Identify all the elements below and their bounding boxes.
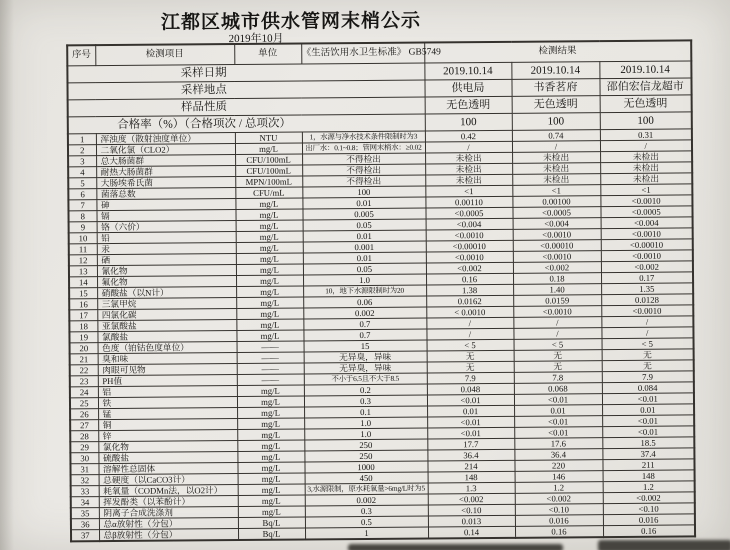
cell-result-3: 0.016 bbox=[603, 514, 695, 526]
cell-standard: 450 bbox=[305, 472, 428, 484]
cell-standard: 0.7 bbox=[303, 318, 426, 330]
cell-result-1: 0.01 bbox=[427, 405, 514, 417]
cell-result-1: <0.01 bbox=[427, 427, 514, 439]
cell-result-3: 211 bbox=[602, 459, 694, 471]
cell-unit: mg/L bbox=[236, 297, 303, 309]
cell-standard: 100 bbox=[302, 186, 425, 198]
cell-result-3: 未检出 bbox=[600, 151, 692, 163]
cell-standard: 1000 bbox=[304, 461, 427, 473]
cell-no: 5 bbox=[68, 178, 96, 189]
cell-result-3: 未检出 bbox=[600, 162, 692, 174]
cell-standard: 1.0 bbox=[304, 417, 427, 429]
cell-result-2: 0.74 bbox=[512, 130, 600, 142]
cell-standard: 0.1 bbox=[304, 406, 427, 418]
cell-item: 亚氯酸盐 bbox=[97, 320, 236, 332]
cell-result-3: <0.002 bbox=[603, 492, 695, 504]
cell-item: 溶解性总固体 bbox=[98, 463, 237, 475]
cell-no: 21 bbox=[70, 354, 98, 365]
cell-result-2: 0.016 bbox=[515, 515, 603, 527]
cell-result-3: 37.4 bbox=[602, 448, 694, 460]
cell-result-3: 0.16 bbox=[603, 525, 695, 537]
cell-unit: mg/L bbox=[236, 319, 303, 331]
cell-unit: mg/L bbox=[236, 308, 303, 320]
cell-result-2: <0.01 bbox=[514, 394, 602, 406]
cell-item: 挥发酚类（以苯酚计） bbox=[99, 496, 238, 508]
cell-item: 铝 bbox=[98, 386, 237, 398]
cell-unit: mg/L bbox=[238, 473, 305, 485]
cell-standard: 0.2 bbox=[304, 384, 427, 396]
cell-result-3: 0.0128 bbox=[601, 294, 693, 306]
cell-no: 33 bbox=[71, 486, 99, 497]
cell-unit: CFU/100mL bbox=[235, 154, 302, 166]
cell-standard: 无异臭，异味 bbox=[304, 351, 427, 363]
cell-unit: mg/L bbox=[238, 495, 305, 507]
cell-no: 26 bbox=[70, 409, 98, 420]
cell-no: 4 bbox=[68, 167, 96, 178]
cell-no: 28 bbox=[70, 431, 98, 442]
cell-result-2: 7.8 bbox=[514, 372, 602, 384]
col-header-unit: 单位 bbox=[234, 43, 301, 64]
info-label-property: 样品性质 bbox=[68, 97, 425, 117]
cell-no: 17 bbox=[69, 310, 97, 321]
cell-no: 27 bbox=[70, 420, 98, 431]
cell-result-1: <0.01 bbox=[427, 416, 514, 428]
cell-item: 锌 bbox=[98, 430, 237, 442]
cell-result-3: / bbox=[601, 316, 693, 328]
cell-no: 36 bbox=[71, 519, 99, 530]
cell-item: 肉眼可见物 bbox=[98, 364, 237, 376]
cell-unit: —— bbox=[237, 341, 304, 353]
cell-result-2: 0.0159 bbox=[513, 295, 601, 307]
col-header-no: 序号 bbox=[67, 45, 95, 66]
col-header-item: 检测项目 bbox=[95, 44, 234, 66]
cell-unit: mg/L bbox=[235, 198, 302, 210]
cell-result-3: 18.5 bbox=[602, 437, 694, 449]
scan-artifact-smudge bbox=[598, 540, 730, 550]
cell-item: 浑浊度（散射浊度单位） bbox=[96, 133, 235, 145]
pass-rate-2: 100 bbox=[512, 113, 600, 131]
cell-result-1: <0.002 bbox=[428, 493, 515, 505]
cell-result-1: <0.0005 bbox=[425, 207, 512, 219]
cell-unit: mg/L bbox=[237, 407, 304, 419]
cell-unit: mg/L bbox=[236, 286, 303, 298]
cell-result-2: 无 bbox=[514, 361, 602, 373]
cell-unit: Bq/L bbox=[238, 517, 305, 529]
cell-unit: mg/L bbox=[236, 264, 303, 276]
cell-no: 31 bbox=[70, 464, 98, 475]
cell-result-1: <0.10 bbox=[428, 504, 515, 516]
cell-result-1: 1.3 bbox=[428, 482, 515, 494]
cell-item: 氯化物 bbox=[98, 441, 237, 453]
cell-unit: mg/L bbox=[235, 143, 302, 155]
cell-result-3: <0.004 bbox=[601, 217, 693, 229]
cell-standard: 0.01 bbox=[302, 197, 425, 209]
info-label-location: 采样地点 bbox=[67, 80, 424, 100]
cell-standard: 1，水源与净水技术条件限制时为3 bbox=[302, 131, 425, 143]
cell-result-2: <0.0010 bbox=[513, 229, 601, 241]
sample-date-3: 2019.10.14 bbox=[599, 61, 691, 79]
cell-unit: —— bbox=[237, 374, 304, 386]
cell-result-2: 0.16 bbox=[515, 526, 603, 538]
cell-no: 30 bbox=[70, 453, 98, 464]
cell-result-1: 0.0162 bbox=[426, 295, 513, 307]
cell-item: 镉 bbox=[96, 210, 235, 222]
cell-no: 12 bbox=[69, 255, 97, 266]
cell-unit: mg/L bbox=[236, 275, 303, 287]
cell-item: 大肠埃希氏菌 bbox=[96, 177, 235, 189]
cell-no: 23 bbox=[70, 376, 98, 387]
cell-item: 氟化物 bbox=[97, 276, 236, 288]
cell-unit: mg/L bbox=[236, 220, 303, 232]
cell-standard: 不得检出 bbox=[302, 175, 425, 187]
cell-unit: mg/L bbox=[237, 418, 304, 430]
cell-result-1: < 0.0010 bbox=[426, 306, 513, 318]
cell-item: 耗氧量（CODMn法，以O2计） bbox=[99, 485, 238, 497]
cell-standard: 0.002 bbox=[303, 307, 426, 319]
cell-result-3: 0.084 bbox=[602, 382, 694, 394]
page-subtitle: 2019年10月 bbox=[228, 32, 284, 46]
cell-result-3: <0.01 bbox=[602, 426, 694, 438]
cell-unit: CFU/mL bbox=[235, 187, 302, 199]
cell-unit: mg/L bbox=[236, 253, 303, 265]
cell-no: 7 bbox=[68, 200, 96, 211]
cell-no: 2 bbox=[68, 145, 96, 156]
cell-standard: 0.3 bbox=[305, 505, 428, 517]
cell-result-2: <0.10 bbox=[515, 504, 603, 516]
cell-no: 32 bbox=[71, 475, 99, 486]
cell-item: 耐热大肠菌群 bbox=[96, 166, 235, 178]
cell-no: 24 bbox=[70, 387, 98, 398]
cell-unit: mg/L bbox=[237, 385, 304, 397]
cell-result-3: 1.35 bbox=[601, 283, 693, 295]
sample-location-2: 书香茗府 bbox=[511, 79, 599, 97]
cell-result-3: 0.17 bbox=[601, 272, 693, 284]
cell-item: PH值 bbox=[98, 375, 237, 387]
cell-unit: mg/L bbox=[238, 506, 305, 518]
cell-item: 铅 bbox=[97, 232, 236, 244]
cell-result-1: 0.16 bbox=[426, 273, 513, 285]
cell-result-3: < 5 bbox=[602, 338, 694, 350]
cell-item: 臭和味 bbox=[98, 353, 237, 365]
sample-property-3: 无色透明 bbox=[600, 95, 692, 113]
cell-result-2: / bbox=[513, 317, 601, 329]
scan-artifact-smudge bbox=[348, 544, 563, 550]
cell-result-3: <0.10 bbox=[603, 503, 695, 515]
cell-result-2: 无 bbox=[514, 350, 602, 362]
cell-item: 色度（铂钴色度单位） bbox=[98, 342, 237, 354]
cell-result-2: 146 bbox=[515, 471, 603, 483]
cell-result-1: <0.002 bbox=[426, 262, 513, 274]
cell-result-3: / bbox=[600, 140, 692, 152]
cell-standard: 0.002 bbox=[305, 494, 428, 506]
cell-no: 1 bbox=[68, 134, 96, 145]
cell-standard: 1.0 bbox=[303, 274, 426, 286]
cell-unit: mg/L bbox=[237, 429, 304, 441]
cell-item: 四氯化碳 bbox=[97, 309, 236, 321]
cell-unit: —— bbox=[237, 363, 304, 375]
cell-item: 总β放射性（分包） bbox=[99, 529, 238, 542]
cell-result-1: <0.01 bbox=[427, 394, 514, 406]
cell-result-1: 未检出 bbox=[425, 163, 512, 175]
cell-item: 氯酸盐 bbox=[97, 331, 236, 343]
cell-result-2: <1 bbox=[512, 185, 600, 197]
cell-result-3: <1 bbox=[600, 184, 692, 196]
cell-unit: mg/L bbox=[237, 462, 304, 474]
cell-item: 二氧化氯（CLO2） bbox=[96, 144, 235, 156]
sample-date-1: 2019.10.14 bbox=[424, 62, 511, 80]
cell-standard: 0.01 bbox=[303, 230, 426, 242]
cell-result-1: < 5 bbox=[427, 339, 514, 351]
cell-result-2: 未检出 bbox=[512, 152, 600, 164]
cell-no: 29 bbox=[70, 442, 98, 453]
cell-result-3: <0.0010 bbox=[601, 305, 693, 317]
cell-standard: 250 bbox=[304, 439, 427, 451]
cell-unit: CFU/100mL bbox=[235, 165, 302, 177]
cell-result-1: <0.004 bbox=[426, 218, 513, 230]
cell-result-2: 0.01 bbox=[514, 405, 602, 417]
cell-no: 3 bbox=[68, 156, 96, 167]
cell-result-3: <0.01 bbox=[602, 393, 694, 405]
cell-result-2: / bbox=[513, 328, 601, 340]
cell-result-2: <0.0010 bbox=[513, 251, 601, 263]
cell-result-1: <0.00010 bbox=[426, 240, 513, 252]
cell-standard: 0.7 bbox=[303, 329, 426, 341]
cell-no: 14 bbox=[69, 277, 97, 288]
cell-result-3: 未检出 bbox=[600, 173, 692, 185]
cell-no: 35 bbox=[71, 508, 99, 519]
cell-unit: NTU bbox=[235, 132, 302, 144]
cell-result-2: 17.6 bbox=[514, 438, 602, 450]
cell-result-2: <0.0005 bbox=[512, 207, 600, 219]
cell-unit: mg/L bbox=[236, 330, 303, 342]
cell-result-2: 0.068 bbox=[514, 383, 602, 395]
cell-result-1: 1.38 bbox=[426, 284, 513, 296]
cell-result-2: 未检出 bbox=[512, 174, 600, 186]
cell-result-2: / bbox=[512, 141, 600, 153]
pass-rate-1: 100 bbox=[425, 113, 512, 131]
cell-result-2: <0.002 bbox=[515, 493, 603, 505]
cell-no: 13 bbox=[69, 266, 97, 277]
cell-item: 总大肠菌群 bbox=[96, 155, 235, 167]
cell-standard: 15 bbox=[304, 340, 427, 352]
cell-unit: mg/L bbox=[237, 396, 304, 408]
cell-result-2: 1.40 bbox=[513, 284, 601, 296]
cell-result-1: 148 bbox=[428, 471, 515, 483]
cell-result-3: <0.0010 bbox=[601, 250, 693, 262]
cell-result-2: 未检出 bbox=[512, 163, 600, 175]
cell-standard: 0.05 bbox=[303, 263, 426, 275]
info-label-pass-rate: 合格率（%）（合格项次 / 总项次） bbox=[68, 114, 425, 134]
cell-item: 总α放射性（分包） bbox=[99, 518, 238, 530]
cell-result-1: 36.4 bbox=[427, 449, 514, 461]
cell-standard: 不小于6.5且不大于8.5 bbox=[304, 373, 427, 385]
cell-result-1: <0.0010 bbox=[426, 229, 513, 241]
sample-location-3: 邵伯宏信龙超市 bbox=[599, 78, 691, 96]
cell-item: 汞 bbox=[97, 243, 236, 255]
cell-item: 阴离子合成洗涤剂 bbox=[99, 507, 238, 519]
cell-result-1: / bbox=[425, 141, 512, 153]
cell-item: 菌落总数 bbox=[96, 188, 235, 200]
page-title: 江都区城市供水管网末梢公示 bbox=[160, 10, 422, 34]
cell-standard: 1.0 bbox=[304, 428, 427, 440]
cell-standard: 不得检出 bbox=[302, 153, 425, 165]
cell-standard: 0.05 bbox=[303, 219, 426, 231]
cell-standard: 0.005 bbox=[302, 208, 425, 220]
cell-result-1: 0.013 bbox=[428, 515, 515, 527]
cell-standard: 不得检出 bbox=[302, 164, 425, 176]
cell-unit: mg/L bbox=[236, 231, 303, 243]
cell-standard: 0.01 bbox=[303, 252, 426, 264]
cell-item: 氰化物 bbox=[97, 265, 236, 277]
cell-item: 铬（六价） bbox=[97, 221, 236, 233]
cell-standard: 250 bbox=[304, 450, 427, 462]
cell-unit: mg/L bbox=[237, 440, 304, 452]
cell-unit: mg/L bbox=[236, 242, 303, 254]
cell-result-1: 无 bbox=[427, 361, 514, 373]
cell-result-3: 无 bbox=[602, 349, 694, 361]
cell-result-3: <0.0010 bbox=[601, 228, 693, 240]
cell-unit: MPN/100mL bbox=[235, 176, 302, 188]
cell-no: 37 bbox=[71, 530, 99, 542]
cell-result-1: / bbox=[426, 317, 513, 329]
cell-no: 19 bbox=[69, 332, 97, 343]
cell-result-2: <0.004 bbox=[513, 218, 601, 230]
cell-no: 15 bbox=[69, 288, 97, 299]
cell-standard: 出厂水：0.1~0.8；管网末梢水：≥0.02 bbox=[302, 142, 425, 154]
cell-item: 锰 bbox=[98, 408, 237, 420]
cell-result-1: 0.42 bbox=[425, 130, 512, 142]
cell-standard: 1 bbox=[305, 527, 428, 539]
cell-no: 18 bbox=[69, 321, 97, 332]
cell-result-1: 0.048 bbox=[427, 383, 514, 395]
cell-result-1: 0.00110 bbox=[425, 196, 512, 208]
cell-standard: 10，地下水源限制时为20 bbox=[303, 285, 426, 297]
cell-unit: —— bbox=[237, 352, 304, 364]
cell-unit: mg/L bbox=[235, 209, 302, 221]
cell-result-2: < 5 bbox=[514, 339, 602, 351]
cell-item: 硫酸盐 bbox=[98, 452, 237, 464]
cell-standard: 0.3 bbox=[304, 395, 427, 407]
col-header-standard: 《生活饮用水卫生标准》 GB5749 bbox=[301, 43, 424, 64]
cell-no: 6 bbox=[68, 189, 96, 200]
cell-item: 铁 bbox=[98, 397, 237, 409]
col-header-result: 检测结果 bbox=[424, 40, 691, 63]
sample-date-2: 2019.10.14 bbox=[511, 62, 599, 80]
cell-result-2: <0.00010 bbox=[513, 240, 601, 252]
cell-result-1: 0.14 bbox=[428, 526, 515, 538]
cell-result-3: 7.9 bbox=[602, 371, 694, 383]
cell-result-3: <0.0005 bbox=[600, 206, 692, 218]
sample-info-section bbox=[67, 61, 692, 134]
cell-result-2: <0.0010 bbox=[513, 306, 601, 318]
cell-item: 铜 bbox=[98, 419, 237, 431]
cell-result-3: 0.31 bbox=[600, 129, 692, 141]
cell-standard: 无异臭，异味 bbox=[304, 362, 427, 374]
cell-no: 34 bbox=[71, 497, 99, 508]
cell-unit: mg/L bbox=[237, 451, 304, 463]
cell-no: 8 bbox=[68, 211, 96, 222]
cell-result-3: <0.0010 bbox=[600, 195, 692, 207]
cell-result-3: / bbox=[601, 327, 693, 339]
cell-no: 25 bbox=[70, 398, 98, 409]
cell-result-3: 148 bbox=[603, 470, 695, 482]
cell-item: 砷 bbox=[96, 199, 235, 211]
cell-item: 硒 bbox=[97, 254, 236, 266]
cell-unit: mg/L bbox=[238, 484, 305, 496]
cell-result-1: 17.7 bbox=[427, 438, 514, 450]
cell-no: 16 bbox=[69, 299, 97, 310]
cell-result-1: / bbox=[426, 328, 513, 340]
cell-result-1: 未检出 bbox=[425, 174, 512, 186]
cell-result-3: 1.2 bbox=[603, 481, 695, 493]
cell-result-2: 0.18 bbox=[513, 273, 601, 285]
sample-location-1: 供电局 bbox=[424, 79, 511, 97]
cell-result-2: 36.4 bbox=[514, 449, 602, 461]
cell-result-1: <1 bbox=[425, 185, 512, 197]
cell-standard: 0.06 bbox=[303, 296, 426, 308]
cell-result-1: 无 bbox=[427, 350, 514, 362]
cell-result-3: <0.00010 bbox=[601, 239, 693, 251]
cell-result-3: <0.01 bbox=[602, 415, 694, 427]
cell-no: 11 bbox=[69, 244, 97, 255]
cell-unit: Bq/L bbox=[238, 528, 305, 540]
sample-property-1: 无色透明 bbox=[425, 96, 512, 114]
pass-rate-3: 100 bbox=[600, 112, 692, 130]
cell-result-2: 220 bbox=[514, 460, 602, 472]
data-rows bbox=[68, 129, 695, 541]
cell-result-3: 0.01 bbox=[602, 404, 694, 416]
cell-result-1: <0.0010 bbox=[426, 251, 513, 263]
cell-no: 10 bbox=[69, 233, 97, 244]
water-quality-table bbox=[66, 39, 696, 542]
cell-result-2: <0.01 bbox=[514, 427, 602, 439]
cell-result-2: 1.2 bbox=[515, 482, 603, 494]
cell-no: 9 bbox=[69, 222, 97, 233]
cell-result-3: <0.002 bbox=[601, 261, 693, 273]
cell-item: 总硬度（以CaCO3计） bbox=[99, 474, 238, 486]
cell-result-3: 无 bbox=[602, 360, 694, 372]
cell-standard: 3,水源限制，原水耗氧量>6mg/L时为5 bbox=[305, 483, 428, 495]
info-label-date: 采样日期 bbox=[67, 63, 424, 83]
cell-result-1: 7.9 bbox=[427, 372, 514, 384]
cell-standard: 0.5 bbox=[305, 516, 428, 528]
cell-no: 20 bbox=[70, 343, 98, 354]
cell-item: 三氯甲烷 bbox=[97, 298, 236, 310]
cell-standard: 0.001 bbox=[303, 241, 426, 253]
cell-result-2: <0.002 bbox=[513, 262, 601, 274]
cell-result-1: 未检出 bbox=[425, 152, 512, 164]
cell-result-2: 0.00100 bbox=[512, 196, 600, 208]
cell-result-2: <0.01 bbox=[514, 416, 602, 428]
cell-item: 硝酸盐（以N计） bbox=[97, 287, 236, 299]
cell-no: 22 bbox=[70, 365, 98, 376]
sample-property-2: 无色透明 bbox=[512, 96, 600, 114]
cell-result-1: 214 bbox=[427, 460, 514, 472]
